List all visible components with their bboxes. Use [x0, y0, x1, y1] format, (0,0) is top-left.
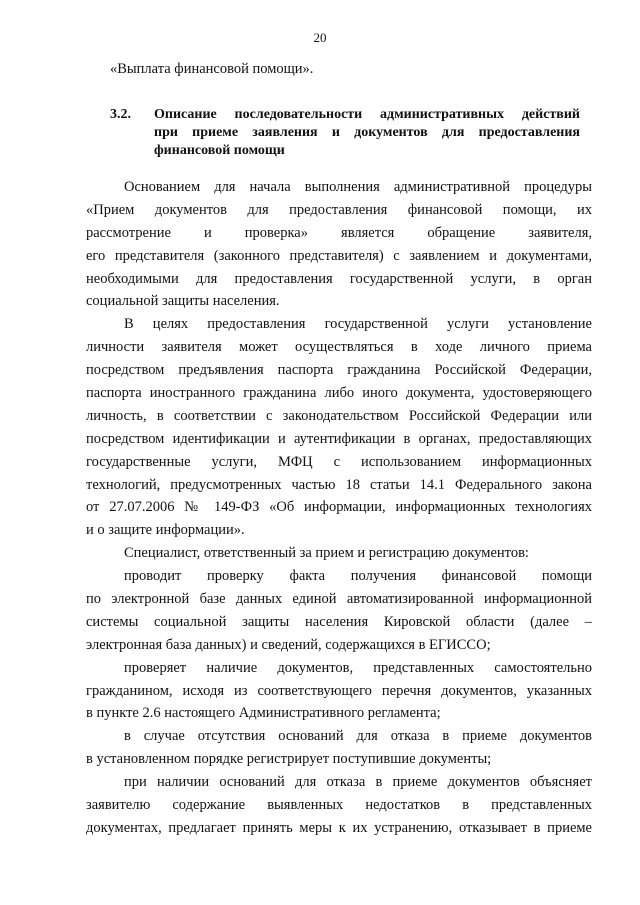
- paragraph-line: личности заявителя может осуществляться в ходе личного приема: [86, 339, 592, 356]
- paragraph-line: в установленном порядке регистрирует поступившие документы;: [86, 751, 492, 768]
- section-heading: [110, 106, 580, 160]
- paragraph: [86, 657, 592, 726]
- paragraph-line: проверяет наличие документов, представленных самостоятельно: [124, 659, 592, 676]
- paragraph-line: электронная база данных) и сведений, содержащихся в ЕГИССО;: [86, 636, 491, 653]
- page-number: 20: [313, 30, 327, 45]
- paragraph-line: в случае отсутствия оснований для отказа в приеме документов: [124, 728, 592, 745]
- paragraph: [86, 771, 592, 840]
- paragraph-line: государственные услуги, МФЦ с использованием информационных: [86, 453, 592, 470]
- section-title-line: при приеме заявления и документов для предоставления: [154, 125, 580, 140]
- section-body: [86, 176, 592, 840]
- paragraph-line: посредством предъявления паспорта гражданина Российской Федерации,: [86, 362, 592, 379]
- paragraph-line: необходимыми для предоставления государственной услуги, в орган: [86, 270, 592, 287]
- paragraph-line: и о защите информации».: [86, 522, 245, 539]
- paragraph-line: социальной защиты населения.: [86, 293, 280, 310]
- paragraph-line: личность, в соответствии с законодательством Российской Федерации или: [86, 407, 592, 424]
- paragraph-line: рассмотрение и проверка» является обращение заявителя,: [86, 224, 592, 241]
- paragraph-line: гражданином, исходя из соответствующего перечня документов, указанных: [86, 682, 592, 699]
- paragraph-line: паспорта иностранного гражданина либо иного документа, удостоверяющего: [86, 385, 592, 402]
- paragraph-line: в пункте 2.6 настоящего Административного регламента;: [86, 705, 441, 722]
- section-title-line: финансовой помощи: [154, 143, 285, 158]
- paragraph: [86, 176, 592, 313]
- paragraph-line: его представителя (законного представителя) с заявлением и документами,: [86, 247, 592, 264]
- paragraph-line: Основанием для начала выполнения административной процедуры: [124, 179, 592, 195]
- paragraph-line: посредством идентификации и аутентификации в органах, предоставляющих: [86, 430, 592, 447]
- paragraph: [86, 313, 592, 542]
- paragraph-line: заявителю содержание выявленных недостатков в представленных: [86, 797, 592, 814]
- paragraph-line: проводит проверку факта получения финансовой помощи: [124, 568, 592, 585]
- paragraph: [86, 565, 592, 657]
- paragraph-line: технологий, предусмотренных частью 18 статьи 14.1 Федерального закона: [86, 476, 592, 493]
- paragraph-line: документах, предлагает принять меры к их устранению, отказывает в приеме: [86, 819, 592, 836]
- paragraph-line: по электронной базе данных единой автоматизированной информационной: [86, 591, 592, 608]
- paragraph: [86, 542, 592, 565]
- paragraph-line: от 27.07.2006 № 149-ФЗ «Об информации, информационных технологиях: [86, 499, 592, 516]
- paragraph: [86, 725, 592, 771]
- paragraph-line: Специалист, ответственный за прием и регистрацию документов:: [124, 545, 529, 562]
- previous-page-fragment: «Выплата финансовой помощи».: [110, 61, 314, 77]
- paragraph-line: В целях предоставления государственной услуги установление: [124, 316, 592, 333]
- paragraph-line: при наличии оснований для отказа в приеме документов объясняет: [124, 774, 592, 791]
- section-title-line: Описание последовательности административных действий: [154, 107, 580, 122]
- paragraph-line: системы социальной защиты населения Кировской области (далее –: [86, 613, 592, 630]
- paragraph-line: «Прием документов для предоставления финансовой помощи, их: [86, 201, 592, 218]
- section-number: 3.2.: [110, 107, 131, 122]
